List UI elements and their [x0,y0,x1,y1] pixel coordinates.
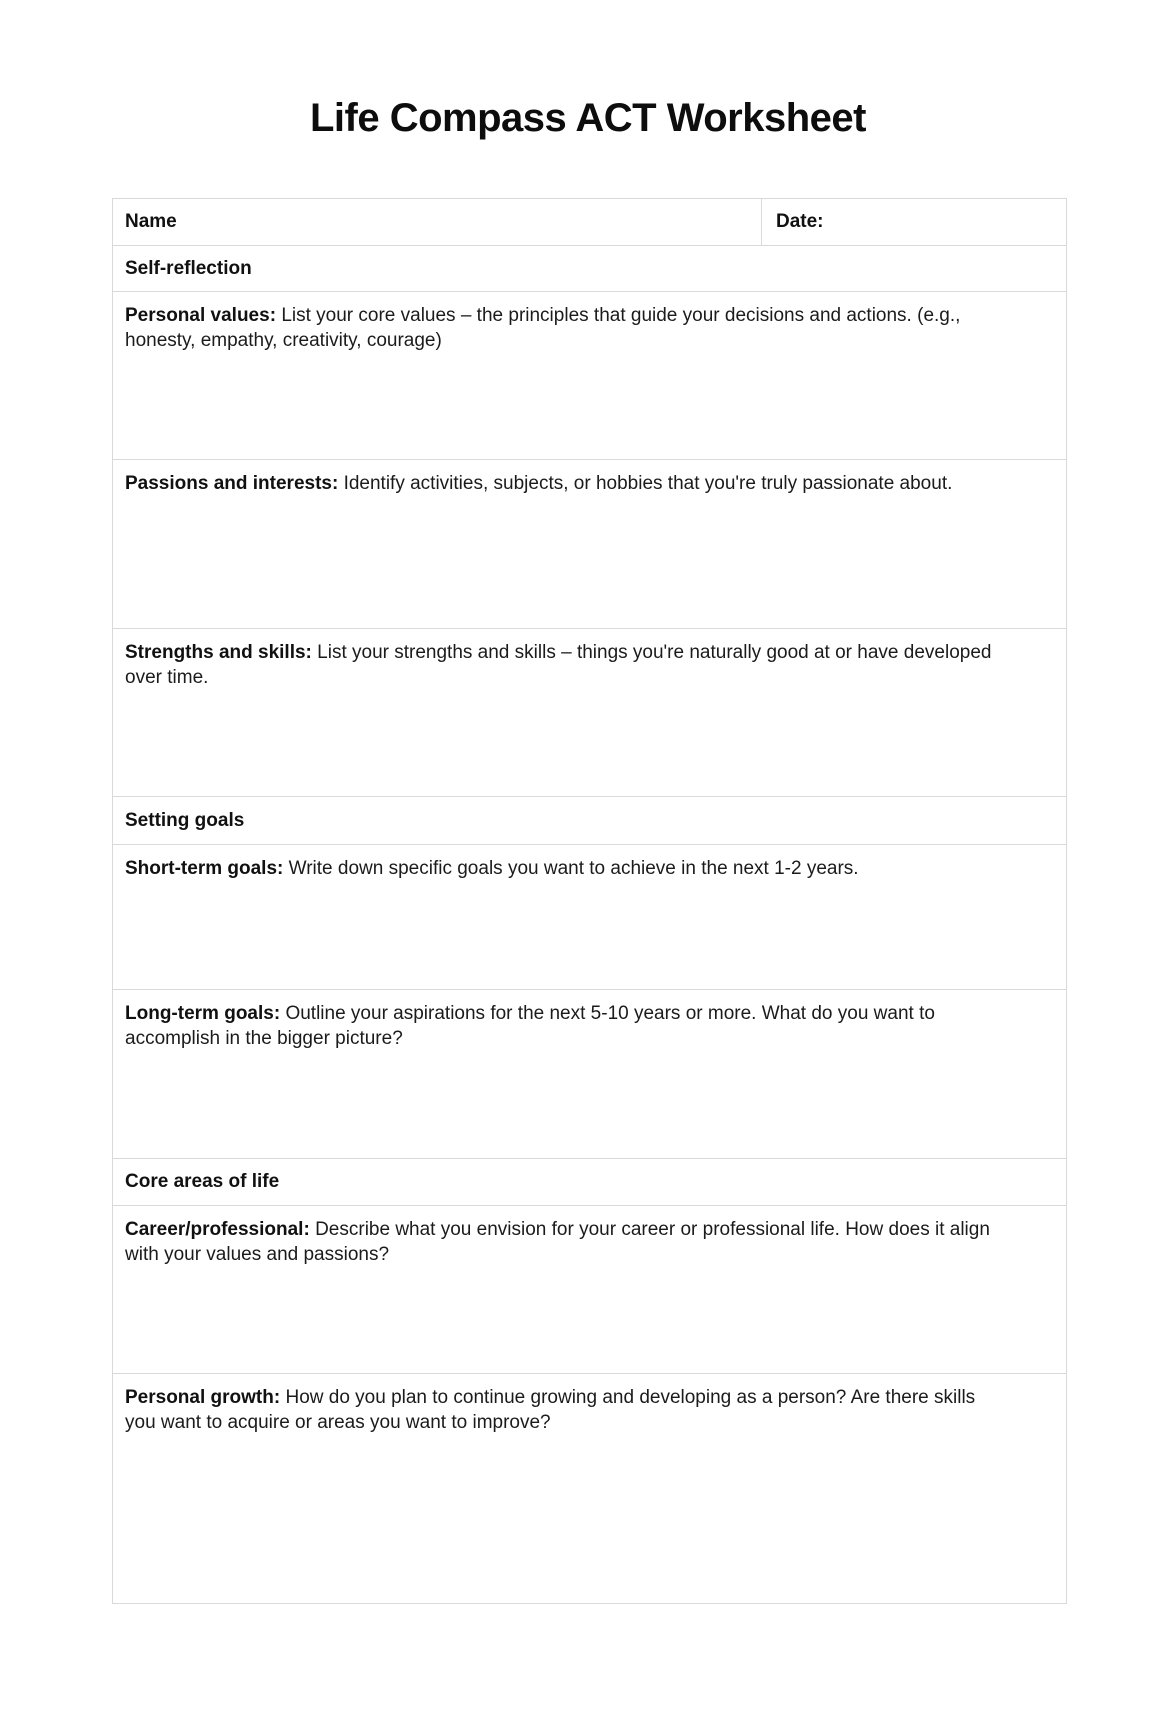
field-row-long-term-goals [113,989,1066,1158]
field-label: Passions and interests: [125,473,339,494]
section-heading-label: Setting goals [125,809,245,831]
field-description: How do you plan to continue growing and developing as a person? Are there skills you want to acquire or areas you want to improve? [125,1387,976,1433]
section-heading-label: Self-reflection [125,257,252,279]
field-text [125,856,1005,881]
name-field [113,199,762,245]
date-label: Date: [776,211,824,232]
field-label: Strengths and skills: [125,642,312,663]
field-row-passions-and-interests [113,459,1066,628]
field-text [125,1385,1005,1435]
field-text [125,471,1005,496]
field-row-short-term-goals [113,844,1066,989]
field-label: Long-term goals: [125,1003,281,1024]
field-text [125,640,1005,690]
worksheet-table [112,198,1067,1604]
field-description: List your core values – the principles that guide your decisions and actions. (e.g., honesty, empathy, creativity, courage) [125,305,961,351]
name-label: Name [125,211,177,232]
field-description: Describe what you envision for your career or professional life. How does it align with your values and passions? [125,1219,990,1265]
field-label: Personal growth: [125,1387,281,1408]
field-text [125,1217,1005,1267]
field-row-strengths-and-skills [113,628,1066,796]
field-description: Outline your aspirations for the next 5-10 years or more. What do you want to accomplish in the bigger picture? [125,1003,935,1049]
field-label: Personal values: [125,305,277,326]
field-description: Identify activities, subjects, or hobbies that you're truly passionate about. [343,473,953,494]
page-title: Life Compass ACT Worksheet [309,96,866,140]
worksheet-page [0,96,1176,1604]
field-text [125,1001,1005,1051]
section-heading-setting-goals [113,796,1066,844]
section-heading-label: Core areas of life [125,1171,280,1192]
field-description: List your strengths and skills – things you're naturally good at or have developed over time. [125,642,992,688]
section-heading-core-areas-of-life [113,1158,1066,1205]
field-row-personal-values [113,291,1066,459]
name-date-row [113,199,1066,245]
field-label: Career/professional: [125,1219,310,1240]
field-description: Write down specific goals you want to achieve in the next 1-2 years. [288,858,859,879]
field-label: Short-term goals: [125,858,284,879]
section-heading-self-reflection [113,245,1066,291]
date-field [762,199,1066,245]
field-row-personal-growth [113,1373,1066,1603]
field-text [125,303,1005,353]
field-row-career-professional [113,1205,1066,1373]
